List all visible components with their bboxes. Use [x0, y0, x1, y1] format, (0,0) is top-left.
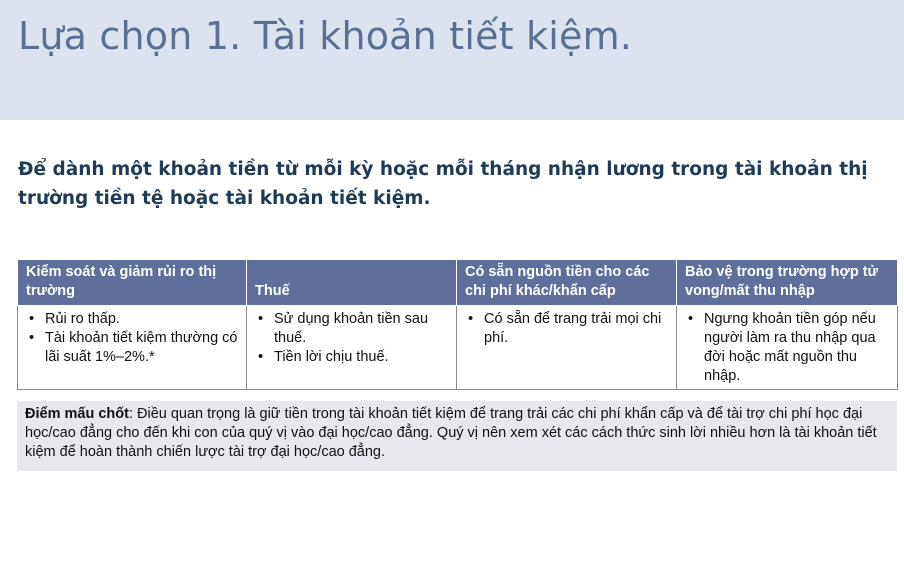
- header-protection: Bảo vệ trong trường hợp tử vong/mất thu nhập: [677, 260, 898, 306]
- list-item: • Tiền lời chịu thuế.: [255, 348, 448, 367]
- key-point-label: Điểm mấu chốt: [25, 406, 129, 422]
- header-tax: Thuế: [247, 260, 457, 306]
- cell-emergency-funds: [457, 306, 677, 390]
- list-item: • Rủi ro thấp.: [26, 310, 238, 329]
- table-row: [18, 306, 898, 390]
- slide-title: Lựa chọn 1. Tài khoản tiết kiệm.: [18, 14, 633, 58]
- header-market-risk: Kiểm soát và giảm rủi ro thị trường: [18, 260, 247, 306]
- key-point-text: : Điều quan trọng là giữ tiền trong tài khoản tiết kiệm để trang trải các chi phí khẩn cấp và để tài trợ chi phí học đại học/cao đẳng cho đến khi con của quý vị vào đại học/cao đẳng. Quý vị nên xem xét các cách thức sinh lời nhiều hơn là tài khoản tiết kiệm để hoàn thành chiến lược tài trợ đại học/cao đẳng.: [25, 406, 877, 460]
- cell-market-risk: [18, 306, 247, 390]
- header-emergency-funds: Có sẵn nguồn tiền cho các chi phí khác/khẩn cấp: [457, 260, 677, 306]
- comparison-table: [17, 259, 898, 390]
- list-item: • Ngưng khoản tiền góp nếu người làm ra thu nhập qua đời hoặc mất nguồn thu nhập.: [685, 310, 889, 386]
- cell-protection: [677, 306, 898, 390]
- key-point-note: [17, 401, 897, 471]
- bullet-list: [26, 310, 238, 367]
- bullet-list: [465, 310, 668, 348]
- bullet-list: [685, 310, 889, 386]
- table-header-row: [18, 260, 898, 306]
- title-bar: [0, 0, 904, 120]
- slide-subtitle: Để dành một khoản tiền từ mỗi kỳ hoặc mỗi tháng nhận lương trong tài khoản thị trường tiền tệ hoặc tài khoản tiết kiệm.: [18, 159, 868, 209]
- list-item: • Có sẵn để trang trải mọi chi phí.: [465, 310, 668, 348]
- cell-tax: [247, 306, 457, 390]
- list-item: • Sử dụng khoản tiền sau thuế.: [255, 310, 448, 348]
- bullet-list: [255, 310, 448, 367]
- list-item: • Tài khoản tiết kiệm thường có lãi suất 1%–2%.*: [26, 329, 238, 367]
